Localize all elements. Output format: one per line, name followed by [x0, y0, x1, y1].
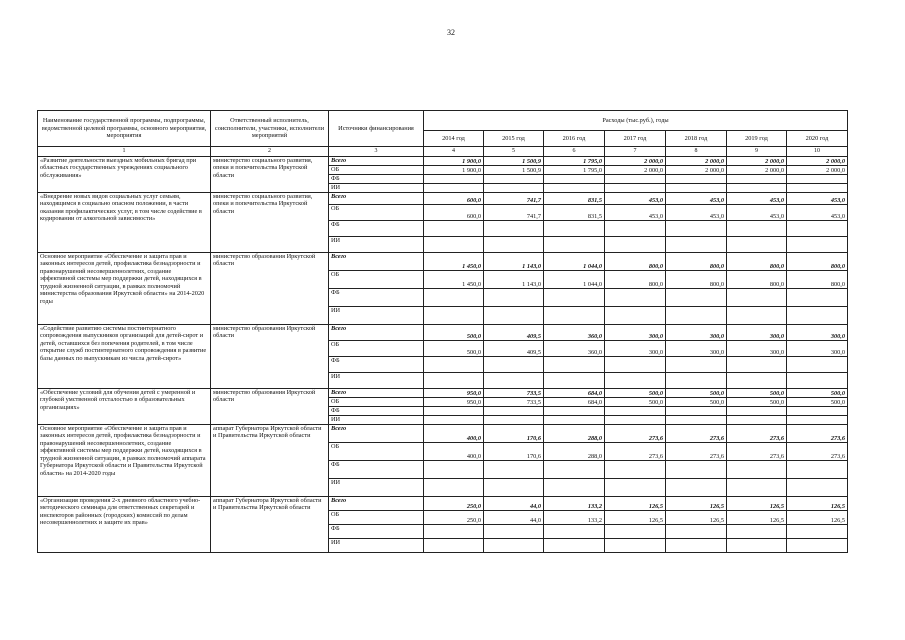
amount-cell: 273,6	[605, 425, 666, 443]
amount-cell	[484, 184, 544, 193]
amount-cell: 170,6	[484, 425, 544, 443]
amount-cell	[666, 175, 727, 184]
amount-cell: 2 000,0	[666, 166, 727, 175]
amount-cell	[544, 175, 605, 184]
amount-cell: 500,0	[727, 389, 787, 398]
amount-cell	[424, 479, 484, 497]
amount-cell: 500,0	[605, 389, 666, 398]
amount-cell: 500,0	[727, 398, 787, 407]
amount-cell: 133,2	[544, 497, 605, 511]
header-year: 2014 год	[424, 131, 484, 147]
amount-cell	[605, 175, 666, 184]
amount-cell: 453,0	[727, 193, 787, 205]
amount-cell	[484, 525, 544, 539]
amount-cell	[424, 357, 484, 373]
amount-cell: 684,0	[544, 398, 605, 407]
amount-cell: 950,0	[424, 389, 484, 398]
amount-cell	[787, 416, 848, 425]
amount-cell	[424, 416, 484, 425]
amount-cell: 300,0	[666, 341, 727, 357]
table-row	[38, 389, 848, 398]
amount-cell: 360,0	[544, 325, 605, 341]
table-row	[38, 497, 848, 511]
amount-cell	[605, 525, 666, 539]
amount-cell	[727, 461, 787, 479]
amount-cell: 1 795,0	[544, 157, 605, 166]
source-cell: Всего	[329, 497, 424, 511]
source-cell: Всего	[329, 325, 424, 341]
amount-cell	[787, 357, 848, 373]
amount-cell: 831,5	[544, 193, 605, 205]
amount-cell: 500,0	[666, 398, 727, 407]
amount-cell: 684,0	[544, 389, 605, 398]
amount-cell: 800,0	[727, 253, 787, 271]
amount-cell: 1 795,0	[544, 166, 605, 175]
amount-cell	[484, 237, 544, 253]
amount-cell	[727, 289, 787, 307]
amount-cell	[666, 407, 727, 416]
amount-cell: 733,5	[484, 398, 544, 407]
amount-cell	[424, 221, 484, 237]
amount-cell	[544, 407, 605, 416]
amount-cell	[484, 175, 544, 184]
amount-cell: 300,0	[666, 325, 727, 341]
source-cell: Всего	[329, 253, 424, 271]
amount-cell: 453,0	[605, 193, 666, 205]
amount-cell	[666, 416, 727, 425]
amount-cell: 453,0	[787, 205, 848, 221]
amount-cell: 2 000,0	[727, 157, 787, 166]
amount-cell: 250,0	[424, 497, 484, 511]
source-cell: ИИ	[329, 416, 424, 425]
amount-cell: 126,5	[605, 497, 666, 511]
amount-cell	[605, 407, 666, 416]
source-cell: Всего	[329, 425, 424, 443]
amount-cell: 800,0	[605, 271, 666, 289]
amount-cell	[424, 175, 484, 184]
amount-cell: 800,0	[666, 271, 727, 289]
responsible-cell: министерство образования Иркутской области	[211, 253, 329, 325]
source-cell: ФБ	[329, 525, 424, 539]
amount-cell	[605, 184, 666, 193]
amount-cell: 170,6	[484, 443, 544, 461]
amount-cell: 453,0	[727, 205, 787, 221]
amount-cell	[544, 357, 605, 373]
amount-cell	[484, 416, 544, 425]
amount-cell	[484, 539, 544, 553]
amount-cell	[424, 184, 484, 193]
column-number: 4	[424, 147, 484, 157]
amount-cell	[727, 307, 787, 325]
amount-cell: 126,5	[666, 497, 727, 511]
amount-cell	[484, 373, 544, 389]
amount-cell	[727, 525, 787, 539]
page-number: 32	[447, 28, 455, 37]
amount-cell: 800,0	[727, 271, 787, 289]
amount-cell	[727, 184, 787, 193]
source-cell: ИИ	[329, 479, 424, 497]
amount-cell	[544, 373, 605, 389]
amount-cell: 300,0	[727, 325, 787, 341]
amount-cell: 288,0	[544, 443, 605, 461]
amount-cell	[605, 479, 666, 497]
amount-cell: 300,0	[727, 341, 787, 357]
amount-cell	[787, 539, 848, 553]
responsible-cell: аппарат Губернатора Иркутской области и Правительства Иркутской области	[211, 425, 329, 497]
source-cell: ФБ	[329, 461, 424, 479]
header-year: 2019 год	[727, 131, 787, 147]
amount-cell: 133,2	[544, 511, 605, 525]
source-cell: Всего	[329, 157, 424, 166]
source-cell: ОБ	[329, 271, 424, 289]
amount-cell	[605, 416, 666, 425]
amount-cell: 453,0	[605, 205, 666, 221]
amount-cell	[544, 184, 605, 193]
amount-cell: 300,0	[605, 341, 666, 357]
amount-cell	[787, 525, 848, 539]
column-number: 5	[484, 147, 544, 157]
amount-cell: 300,0	[605, 325, 666, 341]
amount-cell	[605, 221, 666, 237]
amount-cell	[424, 525, 484, 539]
header-source: Источники финансирования	[329, 111, 424, 147]
table-row	[38, 157, 848, 166]
amount-cell: 741,7	[484, 193, 544, 205]
amount-cell	[666, 307, 727, 325]
amount-cell: 950,0	[424, 398, 484, 407]
amount-cell: 500,0	[787, 398, 848, 407]
responsible-cell: министерство образования Иркутской области	[211, 325, 329, 389]
amount-cell: 1 500,9	[484, 157, 544, 166]
amount-cell	[727, 175, 787, 184]
program-name-cell: Основное мероприятие «Обеспечение и защита прав и законных интересов детей, профилактика безнадзорности и правонарушений несовершеннолетних, создание эффективной системы мер поддержки детей, находящихся в трудной жизненной ситуации, в рамках полномочий аппарата Губернатора Иркутской области и Правительства Иркутской области» на 2014-2020 годы	[38, 425, 211, 497]
amount-cell	[605, 461, 666, 479]
amount-cell: 800,0	[666, 253, 727, 271]
amount-cell: 453,0	[666, 205, 727, 221]
amount-cell	[787, 461, 848, 479]
amount-cell: 273,6	[727, 425, 787, 443]
amount-cell	[787, 221, 848, 237]
source-cell: ОБ	[329, 205, 424, 221]
source-cell: ОБ	[329, 398, 424, 407]
amount-cell: 1 044,0	[544, 253, 605, 271]
amount-cell	[424, 237, 484, 253]
amount-cell: 1 900,0	[424, 157, 484, 166]
program-name-cell: Основное мероприятие «Обеспечение и защита прав и законных интересов детей, профилактика безнадзорности и правонарушений несовершеннолетних, создание эффективной системы мер поддержки детей, находящихся в трудной жизненной ситуации, в рамках полномочий министерства образования Иркутской области» на 2014-2020 годы	[38, 253, 211, 325]
amount-cell	[666, 539, 727, 553]
amount-cell: 500,0	[666, 389, 727, 398]
amount-cell	[484, 307, 544, 325]
amount-cell	[484, 407, 544, 416]
amount-cell: 126,5	[787, 511, 848, 525]
amount-cell: 126,5	[727, 511, 787, 525]
amount-cell	[727, 416, 787, 425]
amount-cell: 1 143,0	[484, 253, 544, 271]
amount-cell	[484, 357, 544, 373]
amount-cell	[605, 373, 666, 389]
amount-cell	[605, 539, 666, 553]
source-cell: ИИ	[329, 237, 424, 253]
amount-cell: 273,6	[787, 443, 848, 461]
amount-cell: 250,0	[424, 511, 484, 525]
source-cell: ФБ	[329, 221, 424, 237]
column-number: 10	[787, 147, 848, 157]
amount-cell	[666, 184, 727, 193]
amount-cell	[787, 289, 848, 307]
amount-cell: 44,0	[484, 511, 544, 525]
amount-cell	[666, 237, 727, 253]
amount-cell: 453,0	[666, 193, 727, 205]
amount-cell	[727, 221, 787, 237]
amount-cell: 800,0	[787, 253, 848, 271]
amount-cell: 273,6	[605, 443, 666, 461]
amount-cell: 800,0	[605, 253, 666, 271]
amount-cell: 500,0	[424, 341, 484, 357]
header-program: Наименование государственной программы, подпрограммы, ведомственной целевой программы, основного мероприятия, мероприятия	[38, 111, 211, 147]
responsible-cell: министерство социального развития, опеки и попечительства Иркутской области	[211, 193, 329, 253]
amount-cell: 1 500,9	[484, 166, 544, 175]
header-year: 2016 год	[544, 131, 605, 147]
source-cell: ИИ	[329, 539, 424, 553]
amount-cell	[484, 461, 544, 479]
amount-cell: 500,0	[787, 389, 848, 398]
program-name-cell: «Развитие деятельности выездных мобильных бригад при областных государственных учреждениях социального обслуживания»	[38, 157, 211, 193]
program-name-cell: «Обеспечение условий для обучения детей с умеренной и глубокой умственной отсталостью в образовательных организациях»	[38, 389, 211, 425]
responsible-cell: аппарат Губернатора Иркутской области и Правительства Иркутской области	[211, 497, 329, 553]
amount-cell	[544, 539, 605, 553]
amount-cell: 126,5	[787, 497, 848, 511]
amount-cell	[424, 407, 484, 416]
amount-cell: 1 900,0	[424, 166, 484, 175]
source-cell: ФБ	[329, 407, 424, 416]
amount-cell: 2 000,0	[787, 166, 848, 175]
amount-cell	[727, 373, 787, 389]
amount-cell: 2 000,0	[666, 157, 727, 166]
amount-cell	[666, 221, 727, 237]
amount-cell	[605, 357, 666, 373]
amount-cell	[787, 407, 848, 416]
amount-cell	[727, 539, 787, 553]
amount-cell: 273,6	[666, 443, 727, 461]
header-year: 2018 год	[666, 131, 727, 147]
amount-cell	[544, 237, 605, 253]
amount-cell: 300,0	[787, 341, 848, 357]
table-row	[38, 425, 848, 443]
amount-cell: 2 000,0	[787, 157, 848, 166]
amount-cell: 400,0	[424, 425, 484, 443]
amount-cell	[666, 357, 727, 373]
amount-cell: 126,5	[605, 511, 666, 525]
column-number: 7	[605, 147, 666, 157]
program-name-cell: «Организация проведения 2-х дневного областного учебно-методического семинара для ответственных секретарей и инспекторов районных (городских) комиссий по делам несовершеннолетних и защите их прав»	[38, 497, 211, 553]
amount-cell: 600,0	[424, 205, 484, 221]
amount-cell	[544, 525, 605, 539]
column-number: 9	[727, 147, 787, 157]
amount-cell	[544, 289, 605, 307]
amount-cell	[424, 461, 484, 479]
source-cell: ИИ	[329, 307, 424, 325]
amount-cell	[666, 289, 727, 307]
column-number: 6	[544, 147, 605, 157]
header-expenses: Расходы (тыс.руб.), годы	[424, 111, 848, 131]
header-responsible: Ответственный исполнитель, соисполнители, участники, исполнители мероприятий	[211, 111, 329, 147]
amount-cell: 360,0	[544, 341, 605, 357]
header-year: 2020 год	[787, 131, 848, 147]
column-number: 3	[329, 147, 424, 157]
amount-cell	[787, 175, 848, 184]
budget-table	[37, 110, 848, 553]
table-row	[38, 325, 848, 341]
source-cell: ОБ	[329, 166, 424, 175]
amount-cell	[424, 289, 484, 307]
amount-cell	[424, 539, 484, 553]
amount-cell: 500,0	[605, 398, 666, 407]
header-year: 2017 год	[605, 131, 666, 147]
amount-cell: 273,6	[666, 425, 727, 443]
table-header	[38, 111, 848, 157]
amount-cell: 2 000,0	[605, 157, 666, 166]
source-cell: ОБ	[329, 511, 424, 525]
amount-cell: 288,0	[544, 425, 605, 443]
amount-cell: 741,7	[484, 205, 544, 221]
column-number: 1	[38, 147, 211, 157]
amount-cell	[787, 184, 848, 193]
responsible-cell: министерство образования Иркутской области	[211, 389, 329, 425]
table-row	[38, 193, 848, 205]
amount-cell	[544, 461, 605, 479]
responsible-cell: министерство социального развития, опеки и попечительства Иркутской области	[211, 157, 329, 193]
amount-cell	[727, 407, 787, 416]
source-cell: ИИ	[329, 373, 424, 389]
amount-cell	[544, 416, 605, 425]
amount-cell: 409,5	[484, 341, 544, 357]
amount-cell: 800,0	[787, 271, 848, 289]
source-cell: ФБ	[329, 175, 424, 184]
amount-cell: 453,0	[787, 193, 848, 205]
amount-cell	[727, 357, 787, 373]
source-cell: ФБ	[329, 289, 424, 307]
amount-cell	[666, 525, 727, 539]
program-name-cell: «Внедрение новых видов социальных услуг семьям, находящимся в социально опасном положении, в части оказания профилактических услуг, в том числе содействие в кодировании от алкогольной зависимости»	[38, 193, 211, 253]
amount-cell	[484, 289, 544, 307]
column-number: 2	[211, 147, 329, 157]
amount-cell: 126,5	[727, 497, 787, 511]
amount-cell: 1 143,0	[484, 271, 544, 289]
amount-cell: 300,0	[787, 325, 848, 341]
source-cell: ФБ	[329, 357, 424, 373]
amount-cell	[666, 479, 727, 497]
amount-cell	[787, 479, 848, 497]
amount-cell: 1 450,0	[424, 271, 484, 289]
source-cell: Всего	[329, 389, 424, 398]
amount-cell	[544, 221, 605, 237]
amount-cell	[424, 373, 484, 389]
source-cell: ОБ	[329, 341, 424, 357]
amount-cell	[727, 237, 787, 253]
amount-cell	[484, 479, 544, 497]
source-cell: ОБ	[329, 443, 424, 461]
amount-cell	[424, 307, 484, 325]
amount-cell	[605, 289, 666, 307]
amount-cell: 44,0	[484, 497, 544, 511]
amount-cell	[605, 307, 666, 325]
amount-cell	[666, 373, 727, 389]
program-name-cell: «Содействие развитию системы постинтернатного сопровождения выпускников организаций для детей-сирот и детей, оставшихся без попечения родителей, в том числе открытие служб постинтернатного сопровождения в развитие базы данных по выпускникам из числа детей-сирот»	[38, 325, 211, 389]
amount-cell	[727, 479, 787, 497]
source-cell: ИИ	[329, 184, 424, 193]
amount-cell	[666, 461, 727, 479]
amount-cell: 500,0	[424, 325, 484, 341]
amount-cell: 273,6	[727, 443, 787, 461]
amount-cell: 400,0	[424, 443, 484, 461]
amount-cell	[787, 237, 848, 253]
table-row	[38, 253, 848, 271]
amount-cell: 409,5	[484, 325, 544, 341]
amount-cell: 273,6	[787, 425, 848, 443]
column-number: 8	[666, 147, 727, 157]
amount-cell: 600,0	[424, 193, 484, 205]
amount-cell: 831,5	[544, 205, 605, 221]
source-cell: Всего	[329, 193, 424, 205]
amount-cell: 2 000,0	[605, 166, 666, 175]
amount-cell	[787, 307, 848, 325]
amount-cell: 1 450,0	[424, 253, 484, 271]
amount-cell: 1 044,0	[544, 271, 605, 289]
header-year: 2015 год	[484, 131, 544, 147]
amount-cell	[787, 373, 848, 389]
amount-cell	[544, 307, 605, 325]
amount-cell: 2 000,0	[727, 166, 787, 175]
amount-cell	[484, 221, 544, 237]
amount-cell: 733,5	[484, 389, 544, 398]
amount-cell	[544, 479, 605, 497]
amount-cell	[605, 237, 666, 253]
amount-cell: 126,5	[666, 511, 727, 525]
